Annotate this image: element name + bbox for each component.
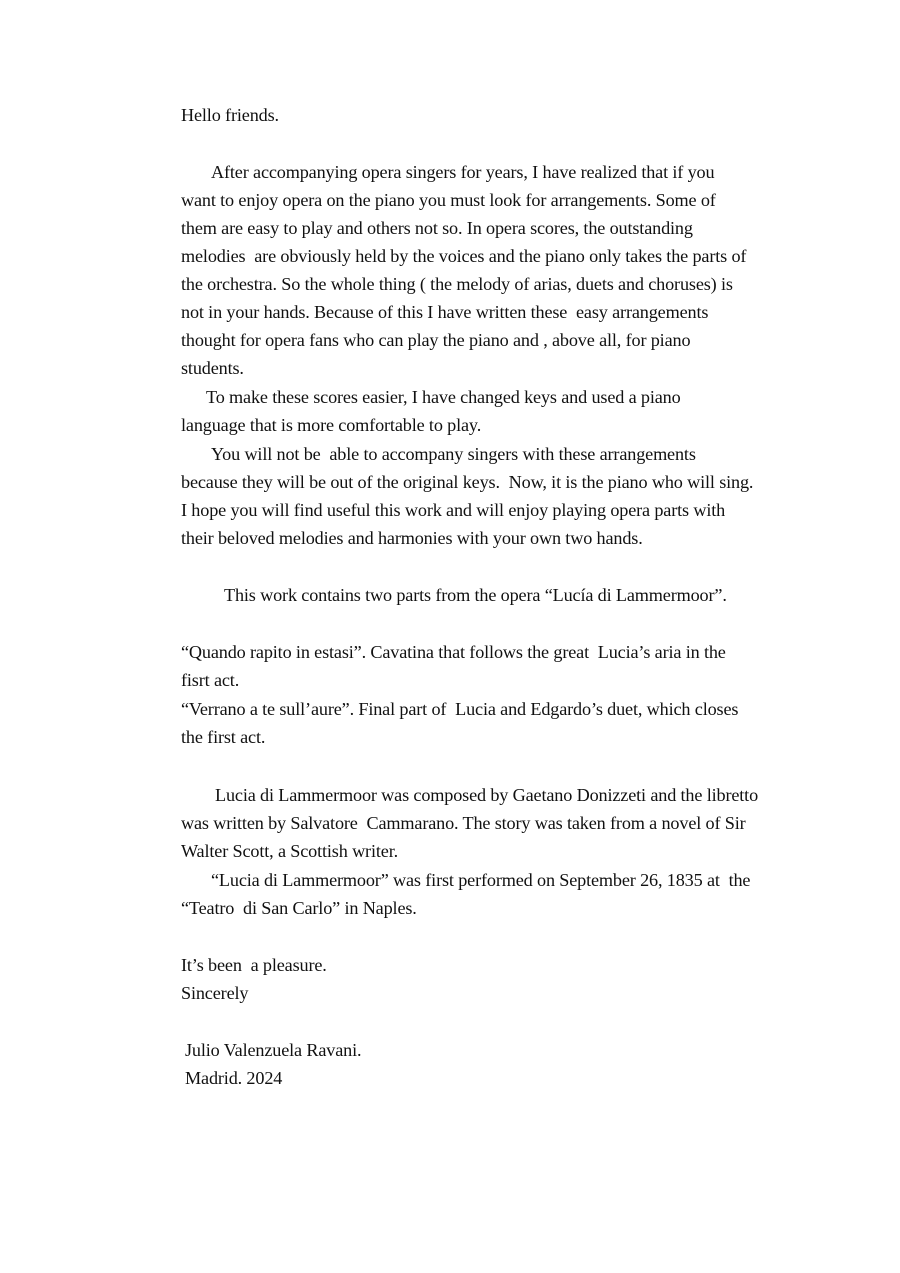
intro-line: them are easy to play and others not so. In opera scores, the outstanding (181, 218, 693, 238)
history-line: Lucia di Lammermoor was composed by Gaetano Donizzeti and the libretto (215, 785, 759, 805)
intro-line: students. (181, 358, 244, 378)
part-two-line: “Verrano a te sull’aure”. Final part of Lucia and Edgardo’s duet, which closes (181, 699, 739, 719)
singers-line: their beloved melodies and harmonies with your own two hands. (181, 528, 643, 548)
intro-line: thought for opera fans who can play the piano and , above all, for piano (181, 330, 691, 350)
premiere-line: “Lucia di Lammermoor” was first performed on September 26, 1835 at the (211, 870, 751, 890)
intro-line: want to enjoy opera on the piano you must look for arrangements. Some of (181, 190, 716, 210)
history-line: was written by Salvatore Cammarano. The story was taken from a novel of Sir (181, 813, 746, 833)
closing-pleasure: It’s been a pleasure. (181, 955, 327, 975)
intro-line: the orchestra. So the whole thing ( the melody of arias, duets and choruses) is (181, 274, 733, 294)
history-line: Walter Scott, a Scottish writer. (181, 841, 398, 861)
greeting: Hello friends. (181, 105, 279, 125)
keys-line: language that is more comfortable to play. (181, 415, 482, 435)
part-one-line: “Quando rapito in estasi”. Cavatina that follows the great Lucia’s aria in the (181, 642, 726, 662)
premiere-line: “Teatro di San Carlo” in Naples. (181, 898, 417, 918)
part-one-line: fisrt act. (181, 670, 240, 690)
singers-line: You will not be able to accompany singers with these arrangements (211, 444, 696, 464)
signature-name: Julio Valenzuela Ravani. (185, 1040, 362, 1060)
closing-sincerely: Sincerely (181, 983, 249, 1003)
signature-place-date: Madrid. 2024 (185, 1068, 283, 1088)
singers-line: I hope you will find useful this work and will enjoy playing opera parts with (181, 500, 726, 520)
intro-line: not in your hands. Because of this I have written these easy arrangements (181, 302, 709, 322)
intro-line: melodies are obviously held by the voices and the piano only takes the parts of (181, 246, 747, 266)
singers-line: because they will be out of the original keys. Now, it is the piano who will sing. (181, 472, 754, 492)
intro-line: After accompanying opera singers for years, I have realized that if you (211, 162, 715, 182)
part-two-line: the first act. (181, 727, 266, 747)
contents-intro: This work contains two parts from the opera “Lucía di Lammermoor”. (224, 585, 727, 605)
keys-line: To make these scores easier, I have changed keys and used a piano (206, 387, 681, 407)
